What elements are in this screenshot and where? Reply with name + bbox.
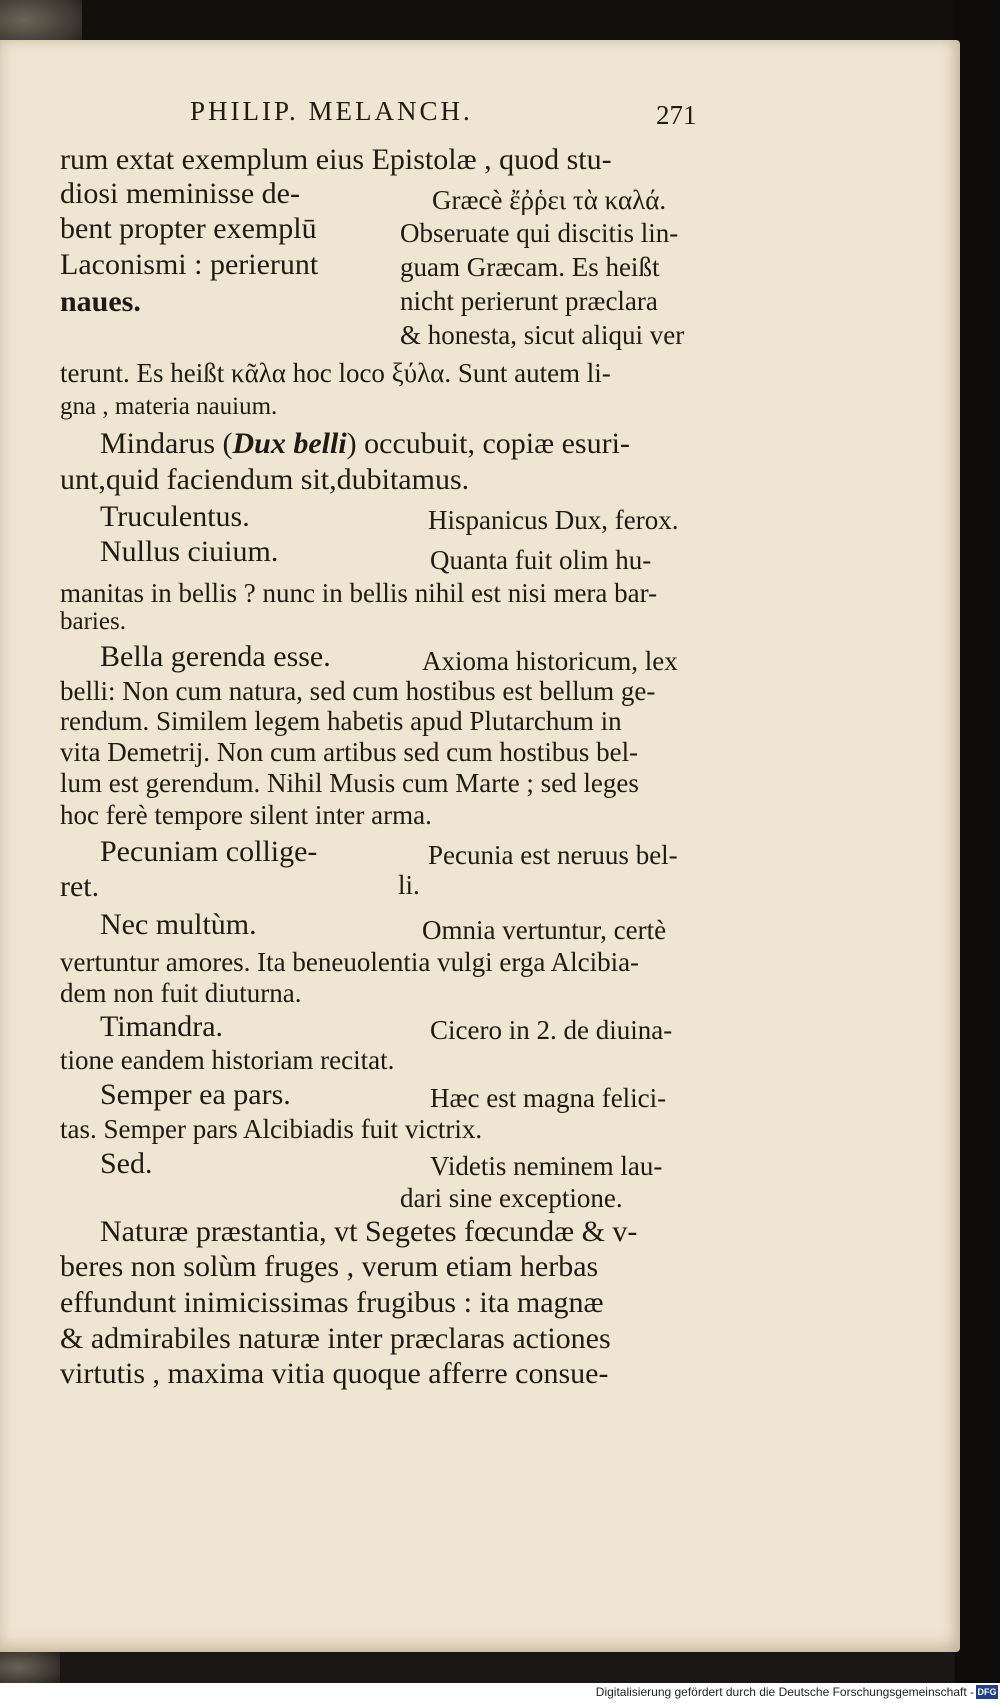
text-line: terunt. Es heißt κᾶλα hoc loco ξύλα. Sunt autem li- <box>60 358 611 388</box>
scan-background-top <box>0 0 1000 45</box>
lemma: ret. <box>60 870 100 903</box>
lemma-italic: Dux belli <box>232 427 347 460</box>
text-line: manitas in bellis ? nunc in bellis nihil est nisi mera bar- <box>60 578 658 608</box>
lemma: Nec multùm. <box>100 908 257 941</box>
text-line: beres non solùm fruges , verum etiam herbas <box>60 1250 599 1283</box>
text-line: dem non fuit diuturna. <box>60 978 302 1008</box>
gloss-line: & honesta, sicut aliqui ver <box>400 320 685 350</box>
footer-credit: Digitalisierung gefördert durch die Deutsche Forschungsgemeinschaft - <box>595 1685 974 1699</box>
text-line: tione eandem historiam recitat. <box>60 1045 395 1075</box>
text-line: vertuntur amores. Ita beneuolentia vulgi erga Alcibia- <box>60 947 640 977</box>
text-line: hoc ferè tempore silent inter arma. <box>60 800 432 830</box>
text-line: baries. <box>60 608 126 635</box>
text-line: belli: Non cum natura, sed cum hostibus est bellum ge- <box>60 676 656 706</box>
gloss-line: guam Græcam. Es heißt <box>400 252 660 282</box>
text-line: Laconismi : perierunt <box>60 248 319 281</box>
lemma-text: Mindarus ( <box>100 427 233 460</box>
text-line: rendum. Similem legem habetis apud Plutarchum in <box>60 706 622 736</box>
running-title: PHILIP. MELANCH. <box>190 96 473 126</box>
lemma: Sed. <box>100 1147 153 1180</box>
text-line: unt,quid faciendum sit,dubitamus. <box>60 463 470 496</box>
book-corner-bottom <box>0 1648 60 1686</box>
lemma: Truculentus. <box>100 500 250 533</box>
text-line: diosi meminisse de- <box>60 177 300 210</box>
gloss-line: li. <box>398 870 420 900</box>
text-line: tas. Semper pars Alcibiadis fuit victrix. <box>60 1114 483 1144</box>
footer-bar <box>0 1683 1000 1703</box>
text-line: naues. <box>60 285 141 318</box>
gloss-line: Hæc est magna felici- <box>430 1083 667 1113</box>
lemma: Nullus ciuium. <box>100 535 279 568</box>
gloss-line: dari sine exceptione. <box>400 1183 623 1213</box>
gloss-line: Quanta fuit olim hu- <box>430 545 652 575</box>
text-line: rum extat exemplum eius Epistolæ , quod stu- <box>60 143 612 176</box>
text-line: effundunt inimicissimas frugibus : ita magnæ <box>60 1286 604 1319</box>
lemma-text: ) occubuit, copiæ esuri- <box>346 427 630 460</box>
lemma: Bella gerenda esse. <box>100 640 331 673</box>
lemma: Pecuniam collige- <box>100 835 318 868</box>
lemma: Timandra. <box>100 1010 224 1043</box>
lemma: Semper ea pars. <box>100 1078 291 1111</box>
gloss-line: nicht perierunt præclara <box>400 286 658 316</box>
gloss-line: Axioma historicum, lex <box>422 646 678 676</box>
scan-background-right <box>955 0 1000 1703</box>
dfg-logo: DFG <box>977 1687 997 1697</box>
gloss-line: Hispanicus Dux, ferox. <box>428 505 679 535</box>
gloss-line: Græcè ἔῤῥει τὰ καλά. <box>432 185 667 215</box>
text-line: & admirabiles naturæ inter præclaras actiones <box>60 1322 611 1355</box>
gloss-line: Cicero in 2. de diuina- <box>430 1015 673 1045</box>
gloss-line: Obseruate qui discitis lin- <box>400 218 679 248</box>
lemma-line <box>100 427 630 461</box>
text-line: Naturæ præstantia, vt Segetes fœcundæ & v- <box>100 1215 638 1248</box>
gloss-line: Omnia vertuntur, certè <box>422 915 667 945</box>
gloss-line: Pecunia est neruus bel- <box>428 840 678 870</box>
text-line: vita Demetrij. Non cum artibus sed cum hostibus bel- <box>60 737 639 767</box>
text-line: virtutis , maxima vitia quoque afferre consue- <box>60 1357 609 1390</box>
text-line: lum est gerendum. Nihil Musis cum Marte ; sed leges <box>60 768 639 798</box>
text-line: bent propter exemplū <box>60 212 317 245</box>
gloss-line: Videtis neminem lau- <box>430 1151 663 1181</box>
text-line: gna , materia nauium. <box>60 393 278 420</box>
page-number: 271 <box>656 100 697 130</box>
